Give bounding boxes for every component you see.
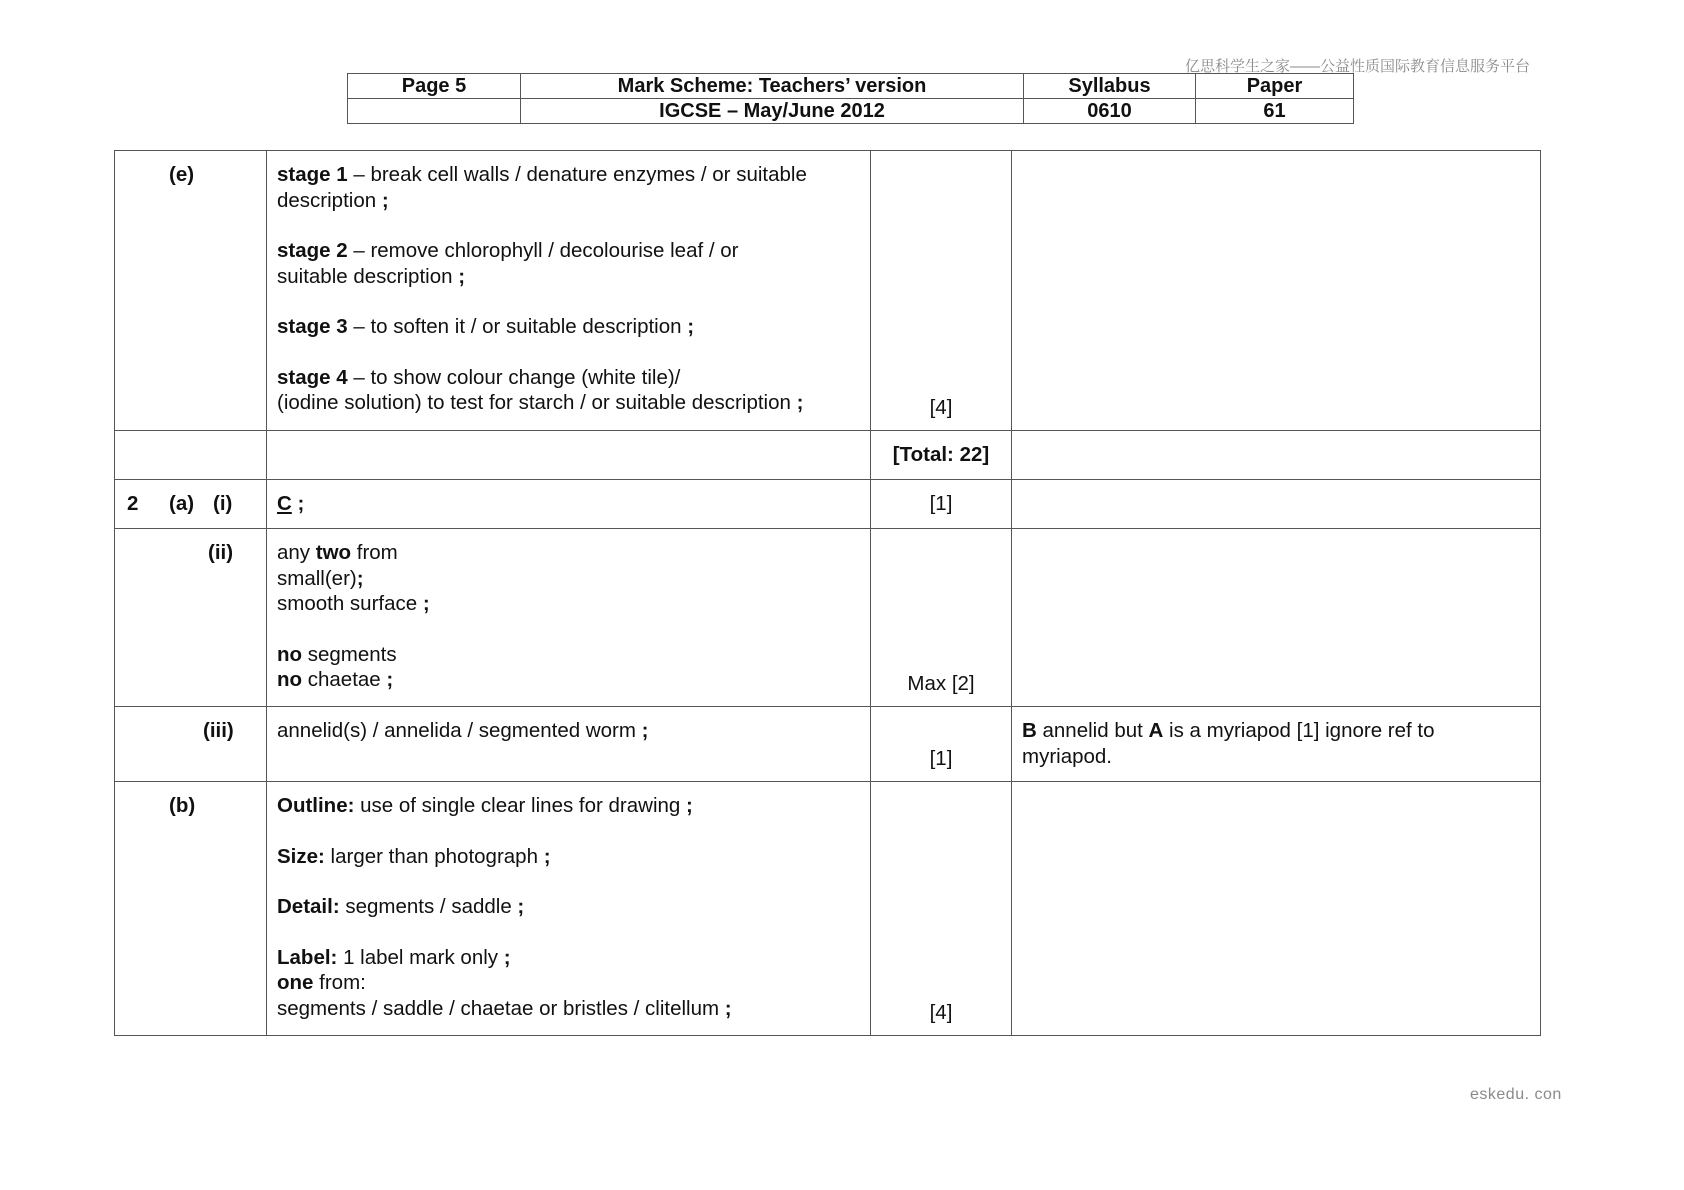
table-row-total: [115, 431, 1541, 480]
guidance-cell: [1012, 151, 1541, 431]
total-cell: [871, 431, 1012, 480]
question-label: (b): [169, 794, 196, 817]
mark-value: [4]: [929, 1000, 953, 1024]
guidance-cell: [1012, 782, 1541, 1036]
table-row-2b: [115, 782, 1541, 1036]
question-cell: [115, 151, 267, 431]
answer-cell: C ;: [267, 480, 871, 529]
answer-cell: any two from small(er); smooth surface ; no segments no chaetae ;: [267, 529, 871, 707]
question-cell: [115, 431, 267, 480]
table-row-2a-ii: [115, 529, 1541, 707]
mark-value: [1]: [929, 492, 953, 515]
question-subpart: (ii): [208, 541, 234, 564]
mark-value: [1]: [929, 746, 953, 770]
mark-cell: [871, 707, 1012, 782]
table-row-2a-i: [115, 480, 1541, 529]
header-exam: IGCSE – May/June 2012: [521, 99, 1024, 124]
watermark-top: 亿思科学生之家——公益性质国际教育信息服务平台: [1185, 58, 1531, 75]
mark-cell: [871, 529, 1012, 707]
header-paper-label: Paper: [1196, 74, 1354, 99]
question-cell: [115, 529, 267, 707]
question-cell: [115, 707, 267, 782]
header-paper: 61: [1196, 99, 1354, 124]
mark-value: [4]: [929, 395, 953, 419]
answer-cell: Outline: use of single clear lines for drawing ; Size: larger than photograph ; Detail: segments / saddle ; Label: 1 label mark only ; one from: segments / saddle / chaetae or bristles / clitellum ;: [267, 782, 871, 1036]
mark-value: Max [2]: [907, 671, 975, 695]
question-cell: [115, 782, 267, 1036]
mark-scheme-table: [114, 150, 1541, 1036]
guidance-cell: B annelid but A is a myriapod [1] ignore ref to myriapod.: [1012, 707, 1541, 782]
question-cell: [115, 480, 267, 529]
total-mark: [Total: 22]: [892, 443, 990, 467]
mark-cell: [871, 480, 1012, 529]
header-syllabus: 0610: [1024, 99, 1196, 124]
watermark-bottom: eskedu. con: [1470, 1086, 1562, 1103]
header-empty-cell: [348, 99, 521, 124]
guidance-cell: [1012, 529, 1541, 707]
mark-cell: [871, 782, 1012, 1036]
question-subpart: (iii): [203, 719, 234, 742]
guidance-cell: [1012, 431, 1541, 480]
question-label: (e): [169, 163, 195, 186]
question-subpart: (i): [213, 492, 233, 515]
answer-cell: annelid(s) / annelida / segmented worm ;: [267, 707, 871, 782]
header-table: [347, 73, 1354, 124]
table-row-e: [115, 151, 1541, 431]
answer-cell: [267, 431, 871, 480]
answer-cell: stage 1 – break cell walls / denature enzymes / or suitable description ; stage 2 – remove chlorophyll / decolourise leaf / or suitable description ; stage 3 – to soften it / or suitable description ; stage 4 – to show colour change (white tile)/ (iodine solution) to test for starch / or suitable description ;: [267, 151, 871, 431]
question-part: (a): [169, 492, 195, 515]
guidance-cell: [1012, 480, 1541, 529]
header-page: Page 5: [348, 74, 521, 99]
mark-cell: [871, 151, 1012, 431]
table-row-2a-iii: [115, 707, 1541, 782]
question-number: 2: [127, 492, 139, 515]
header-syllabus-label: Syllabus: [1024, 74, 1196, 99]
header-title: Mark Scheme: Teachers’ version: [521, 74, 1024, 99]
